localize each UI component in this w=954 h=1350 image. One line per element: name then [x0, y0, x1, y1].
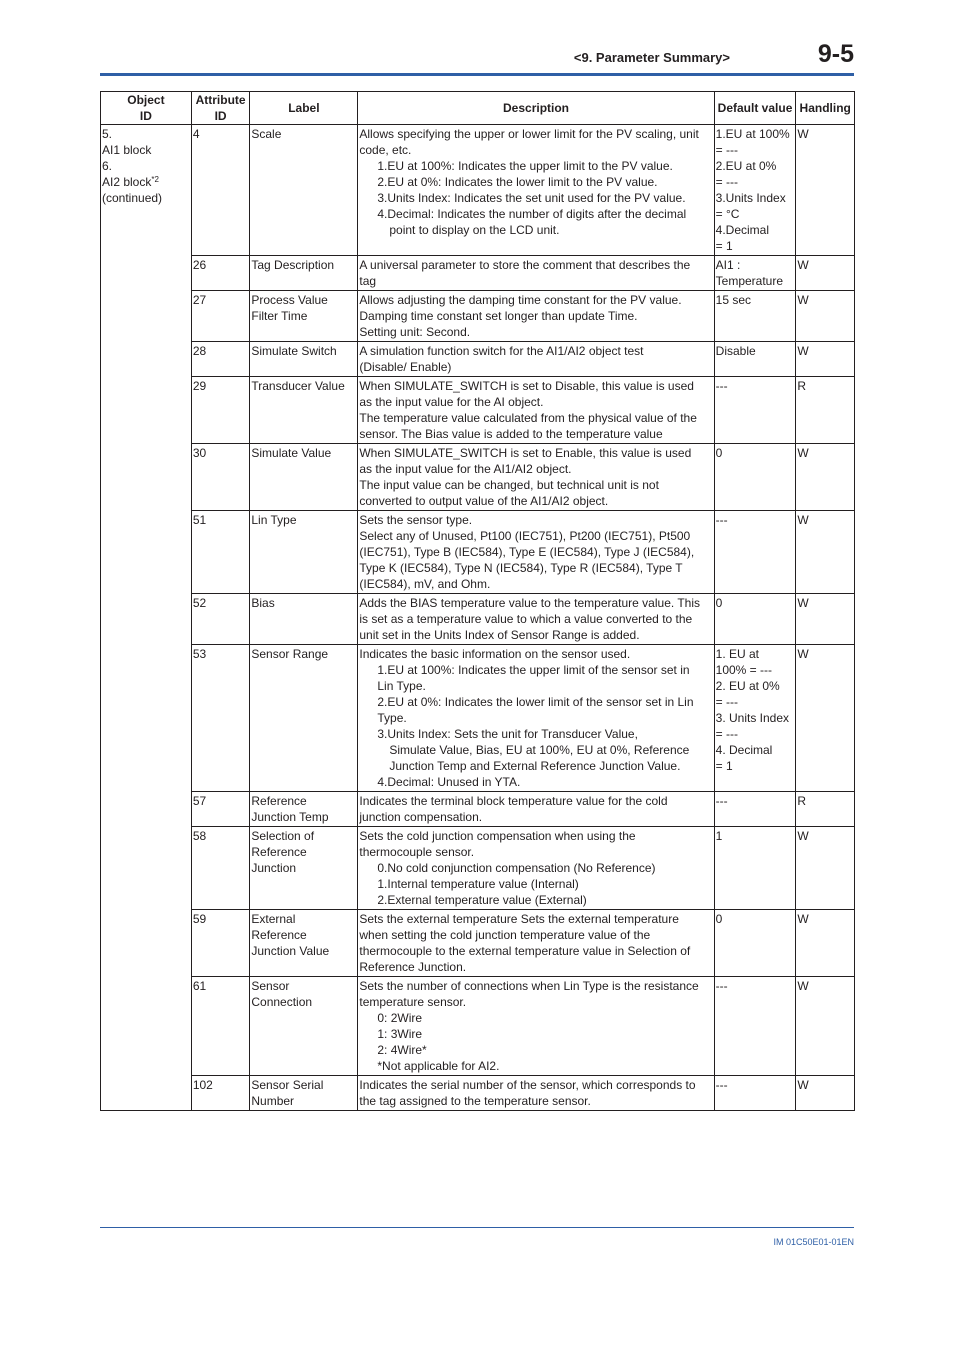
- handling-cell: W: [796, 910, 855, 977]
- table-row: [101, 444, 855, 511]
- label-cell: [250, 511, 358, 594]
- description-cell: [358, 291, 714, 342]
- description-cell: [358, 792, 714, 827]
- attribute-id-cell: 52: [191, 594, 250, 645]
- table-row: [101, 910, 855, 977]
- description-cell: [358, 645, 714, 792]
- table-row: [101, 594, 855, 645]
- attribute-id-cell: 57: [191, 792, 250, 827]
- table-row: [101, 511, 855, 594]
- col-header-default-value: Default value: [714, 92, 796, 125]
- description-line: 0.No cold conjunction compensation (No Reference): [377, 861, 656, 875]
- description-line: the tag assigned to the temperature sensor.: [359, 1094, 591, 1108]
- continued-note: (continued): [102, 191, 163, 205]
- table-row: [101, 377, 855, 444]
- ai2-block-text: AI2 block: [102, 175, 152, 189]
- table-row: [101, 792, 855, 827]
- default-value-cell: [714, 377, 796, 444]
- label-line: Selection of: [251, 829, 315, 843]
- label-line: Process Value: [251, 293, 328, 307]
- description-cell: [358, 342, 714, 377]
- col-header-handling: Handling: [796, 92, 855, 125]
- default-value-cell: [714, 125, 796, 256]
- handling-cell: W: [796, 645, 855, 792]
- description-line: 2.External temperature value (External): [377, 893, 587, 907]
- section-title: <9. Parameter Summary>: [573, 50, 730, 65]
- col-header-attribute-id: Attribute ID: [191, 92, 250, 125]
- description-line: point to display on the LCD unit.: [389, 223, 560, 237]
- label-cell: [250, 645, 358, 792]
- default-line: = °C: [715, 207, 740, 221]
- default-value-cell: [714, 910, 796, 977]
- default-line: 4. Decimal: [715, 743, 773, 757]
- label-line: Simulate Value: [251, 446, 332, 460]
- description-line: 2.EU at 0%: Indicates the lower limit of the sensor set in Lin: [377, 695, 694, 709]
- default-line: = ---: [715, 727, 738, 741]
- col-header-description: Description: [358, 92, 714, 125]
- description-cell: [358, 377, 714, 444]
- description-line: Indicates the basic information on the sensor used.: [359, 647, 631, 661]
- table-row: [101, 827, 855, 910]
- description-line: Lin Type.: [377, 679, 426, 693]
- default-line: 0: [715, 596, 723, 610]
- attribute-id-cell: 4: [191, 125, 250, 256]
- default-value-cell: [714, 511, 796, 594]
- label-line: Junction Value: [251, 944, 330, 958]
- default-line: AI1 :: [715, 258, 741, 272]
- description-line: 3.Units Index: Indicates the set unit used for the PV value.: [377, 191, 686, 205]
- default-line: ---: [715, 1078, 728, 1092]
- handling-cell: W: [796, 342, 855, 377]
- description-line: Type.: [377, 711, 407, 725]
- default-line: 4.Decimal: [715, 223, 770, 237]
- description-line: 1.Internal temperature value (Internal): [377, 877, 579, 891]
- col-header-object-id: Object ID: [101, 92, 192, 125]
- description-line: sensor. The Bias value is added to the temperature value: [359, 427, 663, 441]
- handling-cell: W: [796, 291, 855, 342]
- default-line: 1: [715, 829, 723, 843]
- table-row: [101, 256, 855, 291]
- label-line: Tag Description: [251, 258, 335, 272]
- label-line: Junction: [251, 861, 297, 875]
- default-line: 1.EU at 100%: [715, 127, 790, 141]
- description-line: A universal parameter to store the comment that describes the: [359, 258, 691, 272]
- description-line: Sets the number of connections when Lin Type is the resistance: [359, 979, 699, 993]
- default-line: = ---: [715, 695, 738, 709]
- default-line: Temperature: [715, 274, 784, 288]
- description-cell: [358, 511, 714, 594]
- label-cell: [250, 1076, 358, 1111]
- description-line: as the input value for the AI1/AI2 object.: [359, 462, 572, 476]
- default-value-cell: [714, 256, 796, 291]
- page-number: 9-5: [817, 40, 854, 68]
- table-row: [101, 125, 855, 256]
- default-value-cell: [714, 827, 796, 910]
- description-line: 1.EU at 100%: Indicates the upper limit to the PV value.: [377, 159, 673, 173]
- description-line: Type K (IEC584), Type N (IEC584), Type R (IEC584), Type T: [359, 561, 683, 575]
- label-cell: [250, 792, 358, 827]
- label-line: Scale: [251, 127, 282, 141]
- handling-cell: W: [796, 125, 855, 256]
- label-line: Sensor: [251, 979, 290, 993]
- handling-cell: R: [796, 377, 855, 444]
- description-cell: [358, 594, 714, 645]
- handling-cell: W: [796, 444, 855, 511]
- default-line: ---: [715, 513, 728, 527]
- description-cell: [358, 977, 714, 1076]
- table-row: [101, 291, 855, 342]
- label-line: Sensor Range: [251, 647, 329, 661]
- label-cell: [250, 125, 358, 256]
- object-line: 5.: [102, 127, 113, 141]
- parameter-table: [100, 91, 855, 1111]
- footer-rule: [100, 1227, 854, 1228]
- label-line: Filter Time: [251, 309, 308, 323]
- description-line: Indicates the terminal block temperature value for the cold: [359, 794, 668, 808]
- default-line: 15 sec: [715, 293, 752, 307]
- description-line: 4.Decimal: Unused in YTA.: [377, 775, 521, 789]
- description-line: temperature sensor.: [359, 995, 467, 1009]
- description-line: Setting unit: Second.: [359, 325, 471, 339]
- handling-cell: W: [796, 511, 855, 594]
- default-line: 2.EU at 0%: [715, 159, 777, 173]
- default-line: ---: [715, 379, 728, 393]
- handling-cell: R: [796, 792, 855, 827]
- default-line: 0: [715, 446, 723, 460]
- default-line: = 1: [715, 239, 733, 253]
- default-value-cell: [714, 342, 796, 377]
- label-cell: [250, 910, 358, 977]
- attribute-id-cell: 29: [191, 377, 250, 444]
- label-line: Simulate Switch: [251, 344, 337, 358]
- attribute-id-cell: 27: [191, 291, 250, 342]
- description-line: Allows specifying the upper or lower limit for the PV scaling, unit: [359, 127, 699, 141]
- description-line: Simulate Value, Bias, EU at 100%, EU at 0%, Reference: [389, 743, 690, 757]
- description-line: 3.Units Index: Sets the unit for Transducer Value,: [377, 727, 638, 741]
- default-line: 100% = ---: [715, 663, 773, 677]
- default-value-cell: [714, 792, 796, 827]
- description-line: 2.EU at 0%: Indicates the lower limit to the PV value.: [377, 175, 658, 189]
- description-line: Sets the sensor type.: [359, 513, 473, 527]
- label-cell: [250, 256, 358, 291]
- description-line: as the input value for the AI object.: [359, 395, 544, 409]
- description-line: Select any of Unused, Pt100 (IEC751), Pt200 (IEC751), Pt500: [359, 529, 691, 543]
- default-line: 0: [715, 912, 723, 926]
- description-line: 0: 2Wire: [377, 1011, 423, 1025]
- handling-cell: W: [796, 594, 855, 645]
- label-cell: [250, 827, 358, 910]
- attribute-id-cell: 28: [191, 342, 250, 377]
- label-line: Number: [251, 1094, 295, 1108]
- description-line: Sets the external temperature Sets the external temperature: [359, 912, 679, 926]
- table-row: [101, 977, 855, 1076]
- description-line: Adds the BIAS temperature value to the temperature value. This: [359, 596, 700, 610]
- object-line-ai2: [102, 174, 190, 190]
- handling-cell: W: [796, 1076, 855, 1111]
- default-value-cell: [714, 977, 796, 1076]
- label-cell: [250, 291, 358, 342]
- default-value-cell: [714, 1076, 796, 1111]
- label-line: Bias: [251, 596, 275, 610]
- document-number: IM 01C50E01-01EN: [773, 1237, 854, 1247]
- default-value-cell: [714, 291, 796, 342]
- description-line: tag: [359, 274, 377, 288]
- description-line: 4.Decimal: Indicates the number of digits after the decimal: [377, 207, 687, 221]
- description-line: The input value can be changed, but technical unit is not: [359, 478, 659, 492]
- object-line: AI1 block: [102, 143, 152, 157]
- attribute-id-cell: 59: [191, 910, 250, 977]
- label-cell: [250, 342, 358, 377]
- default-line: Disable: [715, 344, 756, 358]
- label-cell: [250, 977, 358, 1076]
- object-id-cell: [101, 125, 192, 1111]
- description-line: Allows adjusting the damping time constant for the PV value.: [359, 293, 682, 307]
- description-line: When SIMULATE_SWITCH is set to Enable, this value is used: [359, 446, 692, 460]
- table-row: [101, 1076, 855, 1111]
- description-line: Reference Junction.: [359, 960, 467, 974]
- default-value-cell: [714, 645, 796, 792]
- table-body: [101, 125, 855, 1111]
- label-line: External: [251, 912, 296, 926]
- default-line: ---: [715, 979, 728, 993]
- description-cell: [358, 910, 714, 977]
- attribute-id-cell: 26: [191, 256, 250, 291]
- description-cell: [358, 1076, 714, 1111]
- page-header: [100, 40, 854, 76]
- description-line: *Not applicable for AI2.: [377, 1059, 500, 1073]
- description-line: unit set in the Units Index of Sensor Range is added.: [359, 628, 640, 642]
- table-row: [101, 645, 855, 792]
- description-line: (IEC751), Type B (IEC584), Type E (IEC584), Type J (IEC584),: [359, 545, 695, 559]
- label-line: Junction Temp: [251, 810, 329, 824]
- description-line: 1.EU at 100%: Indicates the upper limit of the sensor set in: [377, 663, 690, 677]
- col-header-label: Label: [250, 92, 358, 125]
- description-line: is set as a temperature value to which a value converted to the: [359, 612, 693, 626]
- description-line: thermocouple sensor.: [359, 845, 475, 859]
- label-cell: [250, 377, 358, 444]
- attribute-id-cell: 102: [191, 1076, 250, 1111]
- label-line: Transducer Value: [251, 379, 345, 393]
- label-cell: [250, 444, 358, 511]
- description-line: junction compensation.: [359, 810, 483, 824]
- description-line: (Disable/ Enable): [359, 360, 452, 374]
- attribute-id-cell: 61: [191, 977, 250, 1076]
- label-line: Lin Type: [251, 513, 297, 527]
- label-line: Reference: [251, 794, 307, 808]
- default-line: ---: [715, 794, 728, 808]
- label-line: Reference: [251, 845, 307, 859]
- default-line: = ---: [715, 175, 738, 189]
- attribute-id-cell: 53: [191, 645, 250, 792]
- handling-cell: W: [796, 977, 855, 1076]
- default-line: = 1: [715, 759, 733, 773]
- description-line: The temperature value calculated from the physical value of the: [359, 411, 697, 425]
- description-line: when setting the cold junction temperature value of the: [359, 928, 651, 942]
- description-line: thermocouple to the external temperature value in Selection of: [359, 944, 691, 958]
- footnote-ref: *2: [151, 175, 159, 184]
- label-line: Reference: [251, 928, 307, 942]
- default-value-cell: [714, 594, 796, 645]
- description-cell: [358, 256, 714, 291]
- default-line: 3. Units Index: [715, 711, 790, 725]
- label-line: Connection: [251, 995, 313, 1009]
- description-line: converted to output value of the AI1/AI2 object.: [359, 494, 609, 508]
- header-rule: [100, 73, 854, 76]
- description-cell: [358, 827, 714, 910]
- default-value-cell: [714, 444, 796, 511]
- table-row: [101, 342, 855, 377]
- description-line: Indicates the serial number of the sensor, which corresponds to: [359, 1078, 696, 1092]
- object-line: 6.: [102, 159, 113, 173]
- default-line: = ---: [715, 143, 738, 157]
- handling-cell: W: [796, 256, 855, 291]
- default-line: 2. EU at 0%: [715, 679, 780, 693]
- description-line: (IEC584), mV, and Ohm.: [359, 577, 491, 591]
- description-cell: [358, 125, 714, 256]
- description-line: When SIMULATE_SWITCH is set to Disable, this value is used: [359, 379, 694, 393]
- description-line: 1: 3Wire: [377, 1027, 423, 1041]
- label-cell: [250, 594, 358, 645]
- description-line: 2: 4Wire*: [377, 1043, 427, 1057]
- attribute-id-cell: 58: [191, 827, 250, 910]
- description-line: A simulation function switch for the AI1/AI2 object test: [359, 344, 644, 358]
- table-header-row: [101, 92, 855, 125]
- description-cell: [358, 444, 714, 511]
- label-line: Sensor Serial: [251, 1078, 324, 1092]
- default-line: 1. EU at: [715, 647, 760, 661]
- description-line: Junction Temp and External Reference Junction Value.: [389, 759, 681, 773]
- description-line: Damping time constant set longer than update Time.: [359, 309, 638, 323]
- default-line: 3.Units Index: [715, 191, 786, 205]
- description-line: Sets the cold junction compensation when using the: [359, 829, 636, 843]
- attribute-id-cell: 30: [191, 444, 250, 511]
- attribute-id-cell: 51: [191, 511, 250, 594]
- handling-cell: W: [796, 827, 855, 910]
- description-line: code, etc.: [359, 143, 412, 157]
